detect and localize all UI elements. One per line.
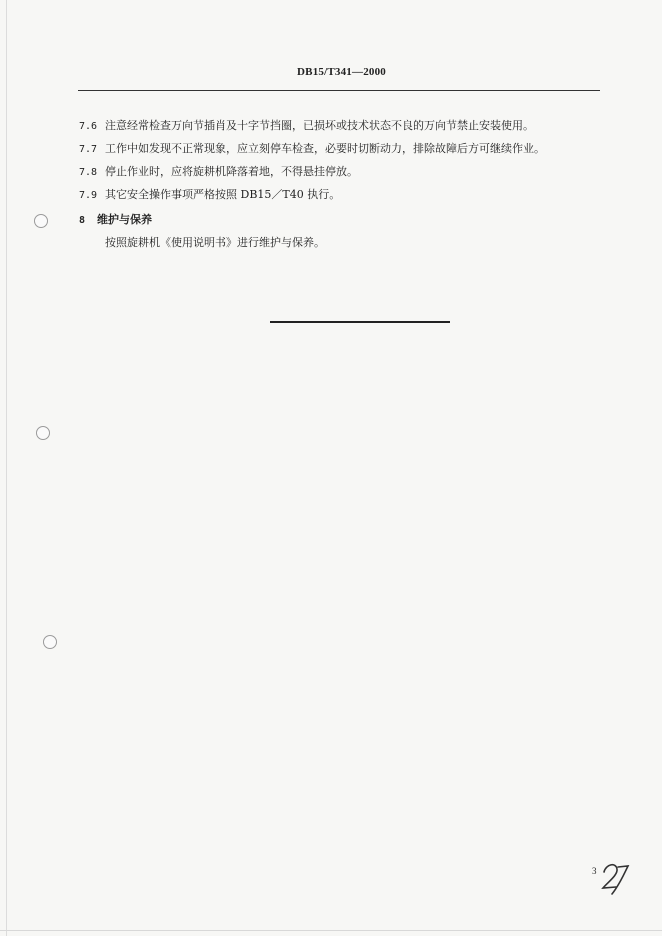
punch-hole (34, 214, 48, 228)
punch-hole (36, 426, 50, 440)
clause-text: 注意经常检查万向节插肖及十字节挡圈，已损坏或技术状态不良的万向节禁止安装使用。 (105, 119, 534, 132)
clause-7-8 (79, 165, 358, 180)
page-edge (6, 0, 7, 936)
clause-text: 停止作业时，应将旋耕机降落着地，不得悬挂停放。 (105, 165, 358, 178)
clause-7-7 (79, 142, 545, 157)
page-number: 3 (592, 866, 597, 876)
clause-7-9 (79, 188, 340, 203)
standard-code-header: DB15/T341—2000 (297, 66, 386, 78)
clause-text: 其它安全操作事项严格按照 DB15／T40 执行。 (105, 188, 341, 201)
section-8-heading (79, 211, 152, 227)
clause-7-6 (79, 119, 534, 134)
section-title: 维护与保养 (97, 213, 152, 226)
handwritten-page-mark (598, 858, 632, 898)
punch-hole (43, 635, 57, 649)
end-of-document-rule (270, 321, 450, 323)
clause-number: 7.6 (79, 121, 98, 132)
clause-number: 7.7 (79, 144, 98, 155)
section-number: 8 (79, 215, 86, 226)
section-8-body: 按照旋耕机《使用说明书》进行维护与保养。 (105, 236, 325, 249)
page-edge-bottom (0, 930, 662, 931)
header-divider (78, 90, 600, 91)
clause-number: 7.9 (79, 190, 98, 201)
clause-number: 7.8 (79, 167, 98, 178)
clause-text: 工作中如发现不正常现象，应立刻停车检查，必要时切断动力，排除故障后方可继续作业。 (105, 142, 545, 155)
